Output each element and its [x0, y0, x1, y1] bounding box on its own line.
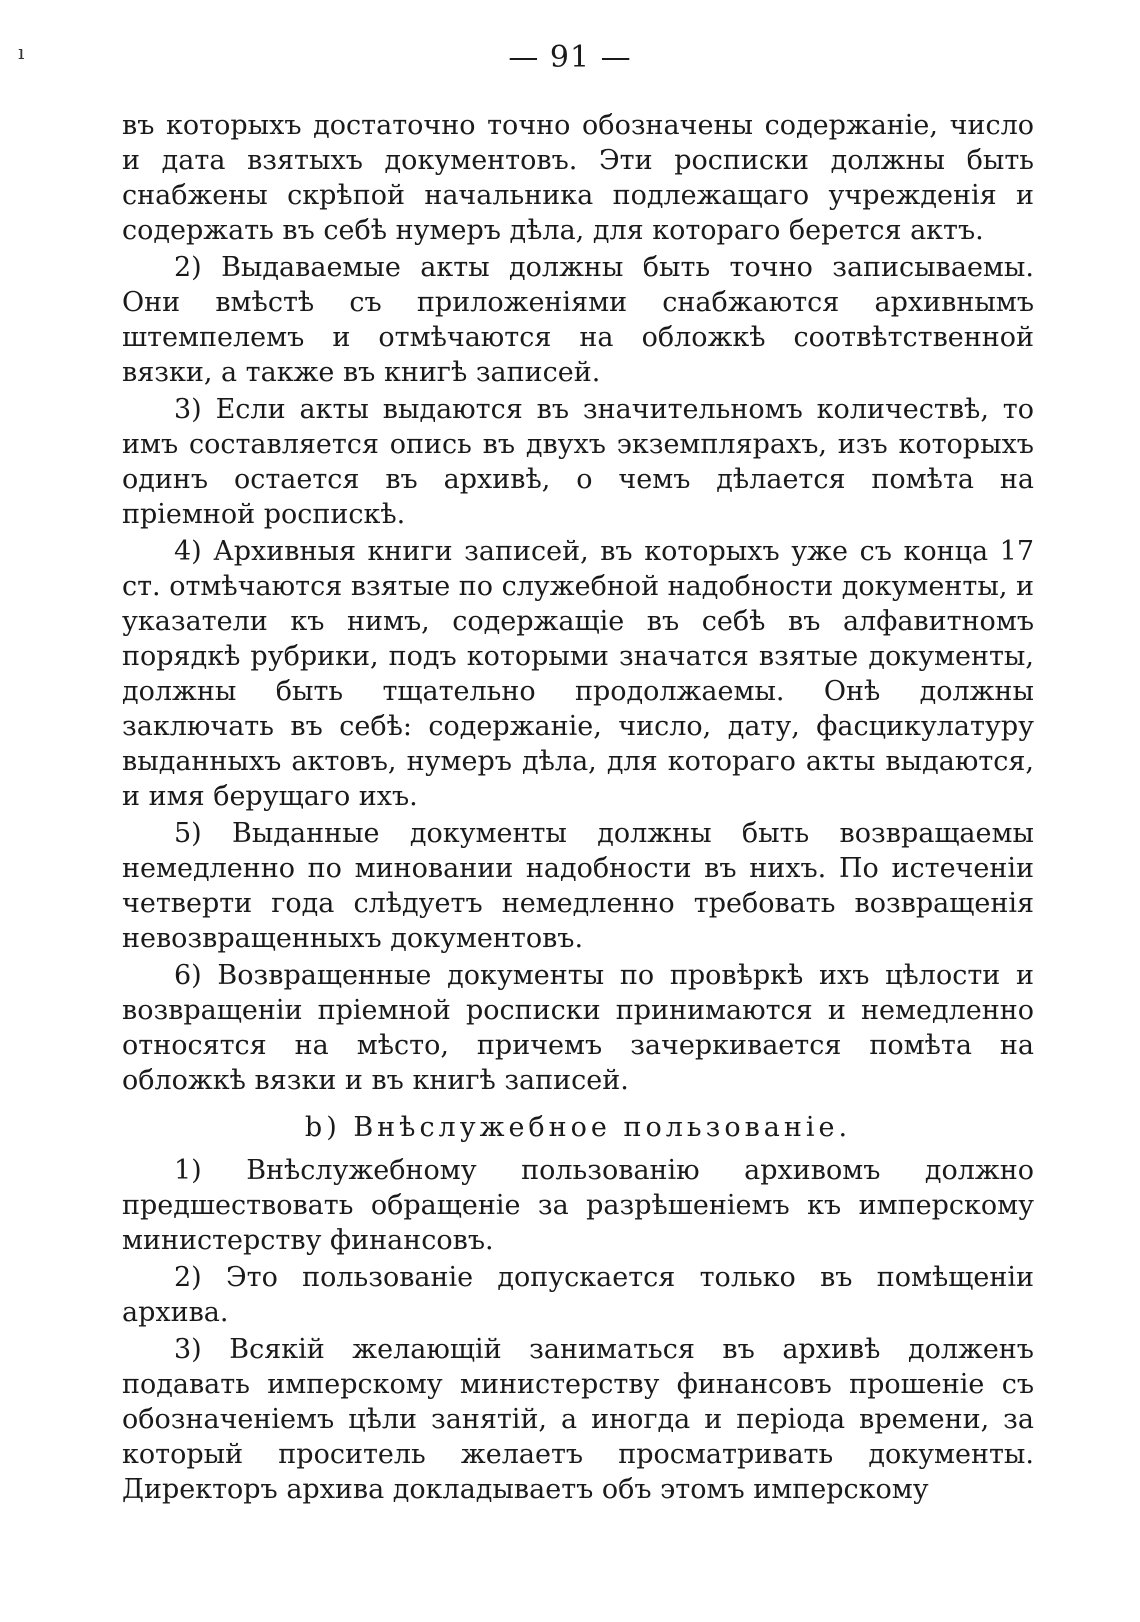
paragraph: 3) Если акты выдаются въ значительномъ количествѣ, то имъ составляется опись въ двухъ экземплярахъ, изъ которыхъ одинъ остается въ архивѣ, о чемъ дѣлается помѣта на пріемной роспискѣ.	[122, 394, 1034, 530]
paragraph: 3) Всякій желающій заниматься въ архивѣ долженъ подавать имперскому министерству финансовъ прошеніе съ обозначеніемъ цѣли занятій, а иногда и періода времени, за который проситель желаетъ просматривать документы. Директоръ архива докладываетъ объ этомъ имперскому	[122, 1334, 1034, 1505]
paragraph: 6) Возвращенные документы по провѣркѣ ихъ цѣлости и возвращеніи пріемной росписки принимаются и немедленно относятся на мѣсто, причемъ зачеркивается помѣта на обложкѣ вязки и въ книгѣ записей.	[122, 960, 1034, 1096]
paragraph: 2) Выдаваемые акты должны быть точно записываемы. Они вмѣстѣ съ приложеніями снабжаются архивнымъ штемпелемъ и отмѣчаются на обложкѣ соотвѣтственной вязки, а также въ книгѣ записей.	[122, 252, 1034, 388]
paragraph: 5) Выданные документы должны быть возвращаемы немедленно по миновании надобности въ нихъ. По истеченіи четверти года слѣдуетъ немедленно требовать возвращенія невозвращенныхъ документовъ.	[122, 818, 1034, 954]
page-number: — 91 —	[508, 40, 632, 75]
paragraph: 4) Архивныя книги записей, въ которыхъ уже съ конца 17 ст. отмѣчаются взятые по служебной надобности документы, и указатели къ нимъ, содержащіе въ себѣ въ алфавитномъ порядкѣ рубрики, подъ которыми значатся взятые документы, должны быть тщательно продолжаемы. Онѣ должны заключать въ себѣ: содержаніе, число, дату, фасцикулатуру выданныхъ актовъ, нумеръ дѣла, для котораго акты выдаются, и имя берущаго ихъ.	[122, 536, 1034, 812]
section-heading: b) Внѣслужебное пользованіе.	[304, 1112, 852, 1143]
paragraph: въ которыхъ достаточно точно обозначены содержаніе, число и дата взятыхъ документовъ. Эти росписки должны быть снабжены скрѣпой начальника подлежащаго учрежденія и содержать въ себѣ нумеръ дѣла, для котораго берется актъ.	[122, 110, 1034, 246]
paragraph: 2) Это пользованіе допускается только въ помѣщеніи архива.	[122, 1262, 1034, 1328]
paragraph: 1) Внѣслужебному пользованію архивомъ должно предшествовать обращеніе за разрѣшеніемъ къ имперскому министерству финансовъ.	[122, 1155, 1034, 1256]
margin-mark: ı	[18, 40, 25, 64]
page-text	[122, 108, 1034, 1509]
